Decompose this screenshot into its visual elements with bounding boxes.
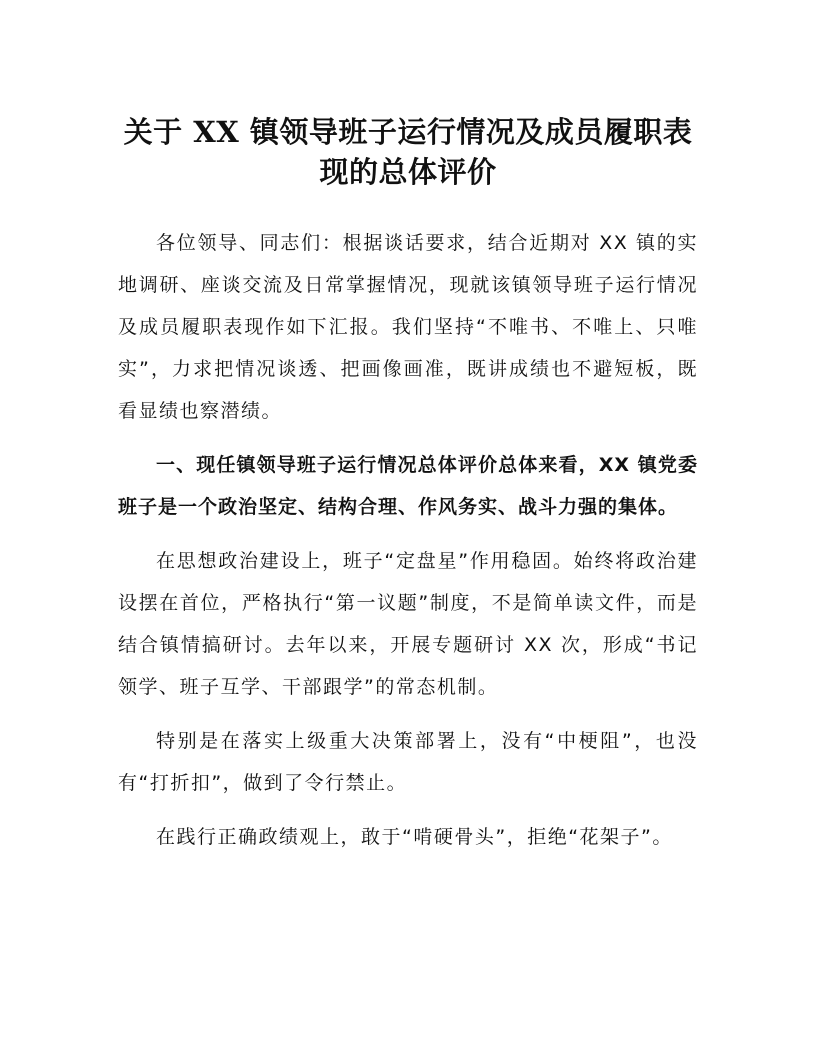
decision-implementation-paragraph: 特别是在落实上级重大决策部署上，没有“中梗阻”，也没有“打折扣”，做到了令行禁止。 bbox=[118, 730, 698, 794]
document-title: 关于 XX 镇领导班子运行情况及成员履职表现的总体评价 bbox=[123, 115, 693, 189]
political-building-paragraph: 在思想政治建设上，班子“定盘星”作用稳固。始终将政治建设摆在首位，严格执行“第一议题”制度，不是简单读文件，而是结合镇情搞研讨。去年以来，开展专题研讨 XX 次，形成“书记领学、班子互学、干部跟学”的常态机制。 bbox=[118, 550, 698, 698]
performance-view-paragraph: 在践行正确政绩观上，敢于“啃硬骨头”，拒绝“花架子”。 bbox=[156, 826, 673, 848]
section-heading-paragraph: 一、现任镇领导班子运行情况总体评价总体来看，XX 镇党委班子是一个政治坚定、结构合理、作风务实、战斗力强的集体。 bbox=[118, 454, 698, 518]
intro-paragraph: 各位领导、同志们：根据谈话要求，结合近期对 XX 镇的实地调研、座谈交流及日常掌握情况，现就该镇领导班子运行情况及成员履职表现作如下汇报。我们坚持“不唯书、不唯上、只唯实”，力求把情况谈透、把画像画准，既讲成绩也不避短板，既看显绩也察潜绩。 bbox=[118, 232, 698, 422]
document-page bbox=[118, 112, 698, 870]
